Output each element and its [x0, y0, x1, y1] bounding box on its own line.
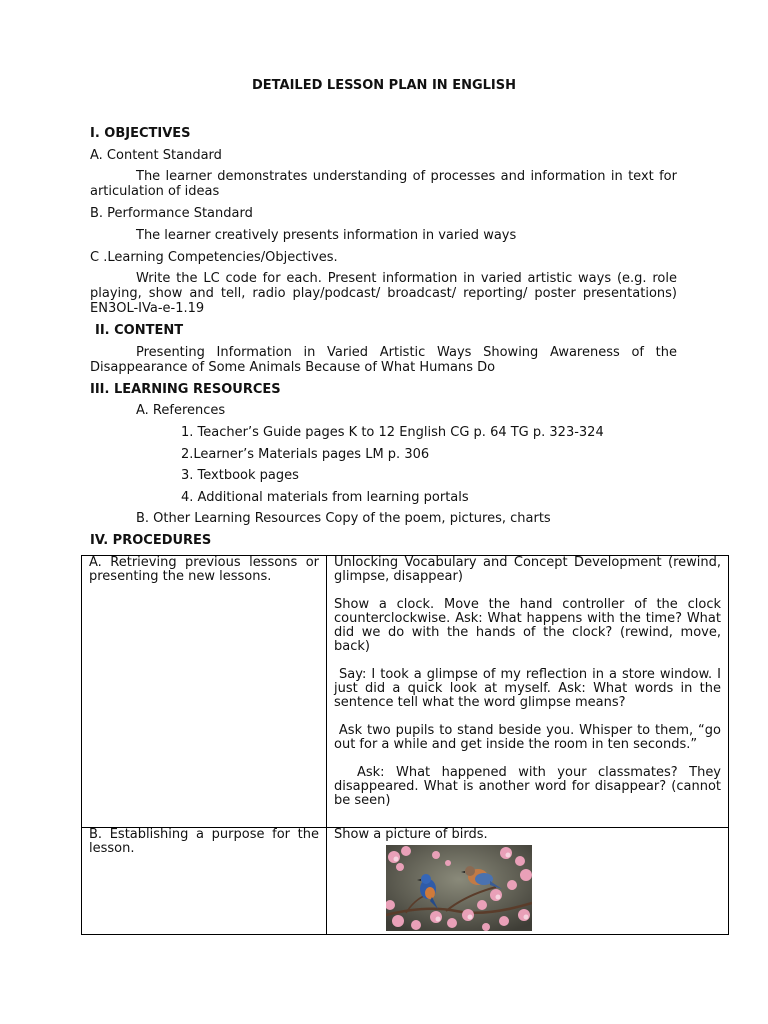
- objectives-heading: I. OBJECTIVES: [90, 126, 191, 141]
- content-heading: II. CONTENT: [95, 323, 184, 338]
- procedure-step: [82, 556, 327, 828]
- content-standard-label: A. Content Standard: [90, 148, 222, 163]
- competencies-label: C .Learning Competencies/Objectives.: [90, 250, 338, 265]
- procedures-heading: IV. PROCEDURES: [90, 533, 212, 548]
- table-row: [82, 556, 729, 828]
- activity-paragraph: Ask: What happened with your classmates? They disappeared. What is another word for disappear? (cannot be seen): [334, 765, 726, 808]
- table-row: [82, 828, 729, 935]
- reference-item: 3. Textbook pages: [181, 468, 299, 483]
- resources-heading: III. LEARNING RESOURCES: [90, 382, 281, 397]
- procedure-activity: [327, 828, 729, 935]
- document-title: DETAILED LESSON PLAN IN ENGLISH: [252, 78, 516, 93]
- procedure-activity: [327, 556, 729, 828]
- procedure-step-text: A. Retrieving previous lessons or presenting the new lessons.: [89, 555, 319, 584]
- content-standard-text: The learner demonstrates understanding of processes and information in text for articulation of ideas: [90, 169, 677, 199]
- performance-standard-label: B. Performance Standard: [90, 206, 253, 221]
- activity-paragraph: Show a clock. Move the hand controller of the clock counterclockwise. Ask: What happens with the time? What did we do with the hands of the clock? (rewind, move, back): [334, 597, 721, 654]
- references-label: A. References: [136, 403, 226, 418]
- competencies-text: Write the LC code for each. Present information in varied artistic ways (e.g. role playing, show and tell, radio play/podcast/ broadcast/ reporting/ poster presentations) EN3OL-IVa-e-1.19: [90, 271, 677, 316]
- performance-standard-text: The learner creatively presents information in varied ways: [136, 228, 517, 243]
- procedure-step-text: B. Establishing a purpose for the lesson.: [89, 827, 319, 856]
- activity-paragraph: Say: I took a glimpse of my reflection in a store window. I just did a quick look at myself. Ask: What words in the sentence tell what the word glimpse means?: [334, 667, 726, 710]
- reference-item: 4. Additional materials from learning portals: [181, 490, 469, 505]
- other-resources: B. Other Learning Resources Copy of the poem, pictures, charts: [136, 511, 551, 526]
- reference-item: 1. Teacher’s Guide pages K to 12 English CG p. 64 TG p. 323-324: [181, 425, 604, 440]
- activity-paragraph: Ask two pupils to stand beside you. Whisper to them, “go out for a while and get inside the room in ten seconds.”: [334, 723, 726, 752]
- content-text: Presenting Information in Varied Artistic Ways Showing Awareness of the Disappearance of Some Animals Because of What Humans Do: [90, 345, 677, 375]
- activity-paragraph: Unlocking Vocabulary and Concept Development (rewind, glimpse, disappear): [334, 555, 721, 584]
- activity-paragraph: Show a picture of birds.: [334, 827, 488, 842]
- birds-picture: [386, 845, 532, 931]
- reference-item: 2.Learner’s Materials pages LM p. 306: [181, 447, 430, 462]
- birds-image: [386, 845, 532, 931]
- procedure-step: [82, 828, 327, 935]
- procedures-table: [81, 555, 729, 935]
